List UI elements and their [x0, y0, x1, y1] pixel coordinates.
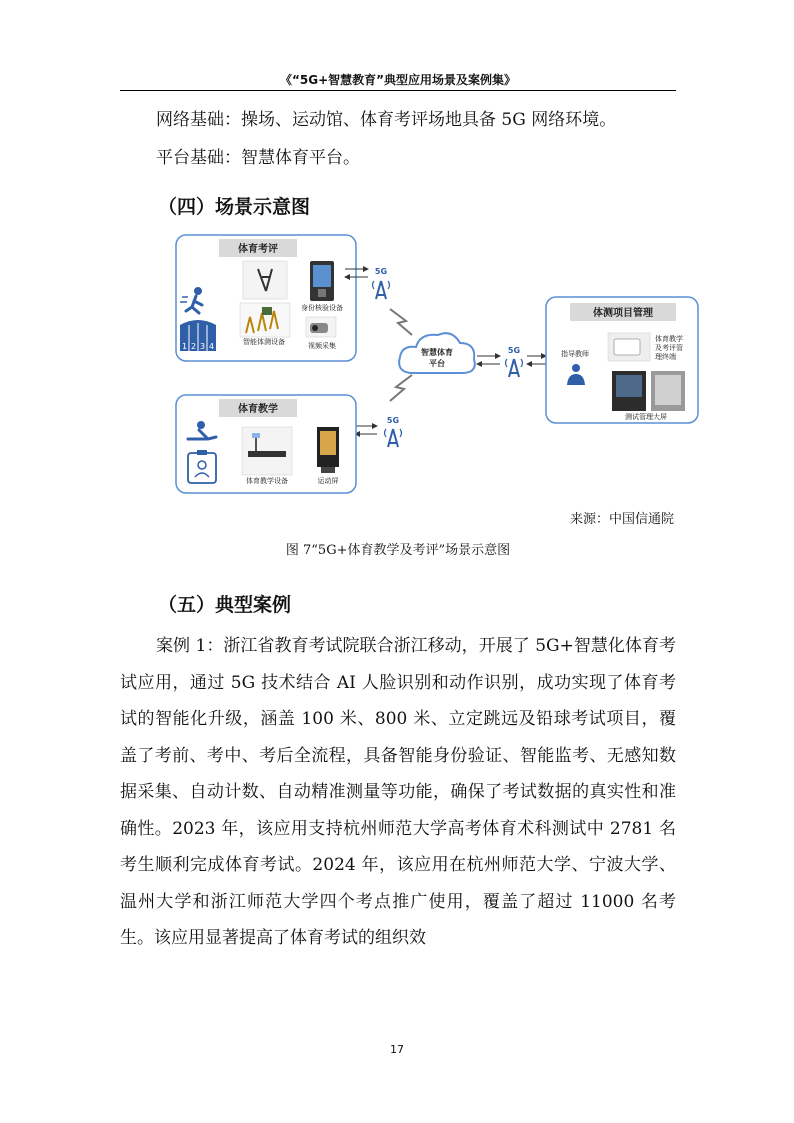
- mgmt-panel-title: 体测项目管理: [593, 308, 653, 319]
- figure-caption: 图 7“5G+体育教学及考评”场景示意图: [285, 543, 511, 558]
- terminal-label-2: 及考评管: [655, 344, 683, 352]
- header-rule: [120, 90, 676, 91]
- eval-panel: [176, 235, 356, 361]
- cone-device-image: [240, 303, 290, 337]
- lane-2: 2: [190, 342, 197, 351]
- mgmt-panel: [546, 297, 698, 423]
- lightning-bottom: [390, 375, 412, 401]
- terminal-image: [608, 333, 650, 361]
- net-label-right: 5G: [507, 346, 521, 355]
- network-basis-line: 网络基础：操场、运动馆、体育考评场地具备 5G 网络环境。: [156, 110, 617, 130]
- figure-source: 来源：中国信通院: [569, 512, 674, 527]
- sport-screen-image: [317, 427, 339, 473]
- eval-panel-title: 体育考评: [238, 244, 278, 255]
- teach-panel-title: 体育教学: [238, 404, 278, 415]
- video-label: 视频采集: [308, 342, 336, 350]
- cloud-label-2: 平台: [429, 359, 445, 368]
- fitness-device-image: [243, 261, 287, 299]
- section-4-heading: （四）场景示意图: [158, 196, 311, 218]
- terminal-label-1: 体育教学: [655, 335, 683, 343]
- teach-panel: [176, 395, 356, 493]
- lane-4: 4: [208, 342, 215, 351]
- page-number: 17: [390, 1043, 404, 1056]
- track-icon: [180, 320, 216, 351]
- big-screen-label: 测试管理大屏: [625, 413, 667, 421]
- net-label-bottom: 5G: [386, 416, 400, 425]
- scene-diagram: [0, 225, 794, 515]
- camera-image: [306, 317, 336, 337]
- section-5-heading: （五）典型案例: [158, 594, 292, 616]
- sport-screen-label: 运动屏: [317, 477, 339, 485]
- teaching-device-label: 体育教学设备: [246, 477, 288, 485]
- 5g-tower-icon-bottom: [355, 416, 402, 447]
- net-label-top: 5G: [374, 267, 388, 276]
- teaching-device-image: [242, 427, 292, 475]
- cloud-label-1: 智慧体育: [421, 348, 453, 357]
- id-device-image: [310, 261, 334, 301]
- 5g-tower-icon-right: [477, 346, 546, 377]
- platform-basis-line: 平台基础：智慧体育平台。: [156, 148, 360, 168]
- case-1-paragraph: 案例 1：浙江省教育考试院联合浙江移动，开展了 5G+智慧化体育考试应用，通过 5G 技术结合 AI 人脸识别和动作识别，成功实现了体育考试的智能化升级，涵盖 100 米、800 米、立定跳远及铅球考试项目，覆盖了考前、考中、考后全流程，具备智能身份验证、智能监考、无感知数据采集、自动计数、自动精准测量等功能，确保了考试数据的真实性和准确性。2023 年，该应用支持杭州师范大学高考体育术科测试中 2781 名考生顺利完成体育考试。2024 年，该应用在杭州师范大学、宁波大学、温州大学和浙江师范大学四个考点推广使用，覆盖了超过 11000 名考生。该应用显著提高了体育考试的组织效: [120, 636, 676, 948]
- terminal-label-3: 理终端: [655, 353, 676, 361]
- teacher-label: 指导教师: [561, 350, 589, 358]
- cloud-platform: [399, 333, 475, 373]
- lane-3: 3: [199, 342, 206, 351]
- lightning-top: [390, 309, 412, 335]
- id-device-label: 身份核验设备: [301, 304, 343, 312]
- fitness-device-label: 智能体测设备: [243, 338, 285, 346]
- running-header: 《“5G+智慧教育”典型应用场景及案例集》: [279, 73, 517, 87]
- lane-1: 1: [181, 342, 188, 351]
